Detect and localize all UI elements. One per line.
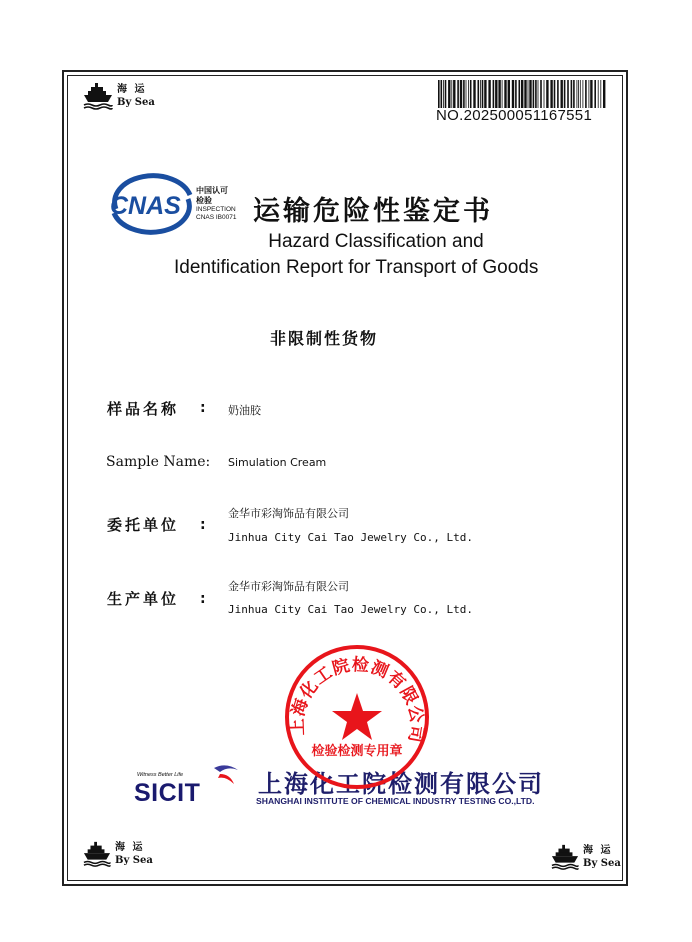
client-cn-value: 金华市彩淘饰品有限公司 xyxy=(228,507,349,520)
sicit-slogan: Witness Better Life xyxy=(137,772,184,778)
cnas-emblem-icon xyxy=(106,173,198,235)
client-en-value: Jinhua City Cai Tao Jewelry Co., Ltd. xyxy=(228,531,474,544)
official-seal xyxy=(283,643,431,795)
seal-bottom-text: 检验检测专用章 xyxy=(311,744,403,759)
cnas-sub-cn: 中国认可 xyxy=(196,186,228,195)
manufacturer-en-value: Jinhua City Cai Tao Jewelry Co., Ltd. xyxy=(228,603,474,616)
cnas-sub-cn2: 检验 xyxy=(196,196,212,205)
title-en-line2: Identification Report for Transport of Goods xyxy=(174,257,539,278)
colon: : xyxy=(200,517,206,533)
colon: : xyxy=(200,591,206,607)
sicit-logo-text: SICIT xyxy=(134,779,201,807)
manufacturer-label: 生产单位 xyxy=(107,590,180,608)
ship-icon xyxy=(551,843,579,871)
seal-icon xyxy=(283,643,431,791)
title-cn: 运输危险性鉴定书 xyxy=(253,196,493,227)
institute-name-en: SHANGHAI INSTITUTE OF CHEMICAL INDUSTRY TESTING CO.,LTD. xyxy=(256,796,535,806)
by-sea-cn: 海 运 xyxy=(583,845,613,856)
ship-icon xyxy=(83,840,111,868)
barcode-block xyxy=(436,80,608,124)
by-sea-cn: 海 运 xyxy=(117,84,147,95)
institute-name-cn: 上海化工院检测有限公司 xyxy=(258,770,544,798)
report-number: NO.202500051167551 xyxy=(436,107,593,124)
cnas-subtext xyxy=(196,186,236,222)
by-sea-en: By Sea xyxy=(583,858,621,869)
sample-name-cn-value: 奶油胶 xyxy=(228,404,261,417)
colon: : xyxy=(200,400,206,416)
by-sea-badge-bottom-left xyxy=(83,840,153,868)
by-sea-en: By Sea xyxy=(115,855,153,866)
by-sea-badge-top-left xyxy=(83,82,155,110)
sample-name-en-label: Sample Name: xyxy=(106,454,211,470)
ship-icon xyxy=(83,82,113,110)
sample-name-en-value: Simulation Cream xyxy=(228,456,327,469)
by-sea-en: By Sea xyxy=(117,97,155,108)
cnas-code: CNAS IB0071 xyxy=(196,214,237,221)
manufacturer-cn-value: 金华市彩淘饰品有限公司 xyxy=(228,580,349,593)
cnas-logo-text: CNAS xyxy=(110,192,181,220)
client-label: 委托单位 xyxy=(107,516,180,534)
by-sea-cn: 海 运 xyxy=(115,842,145,853)
sample-name-cn-label: 样品名称 xyxy=(107,400,180,418)
classification-result: 非限制性货物 xyxy=(270,329,379,348)
cnas-sub-en: INSPECTION xyxy=(196,206,236,213)
seal-outer-text: 上海化工院检测有限公司 xyxy=(287,654,427,745)
title-en-line1: Hazard Classification and xyxy=(268,231,484,252)
by-sea-badge-bottom-right xyxy=(551,843,621,871)
barcode-icon xyxy=(436,80,608,108)
cnas-logo xyxy=(106,173,198,239)
